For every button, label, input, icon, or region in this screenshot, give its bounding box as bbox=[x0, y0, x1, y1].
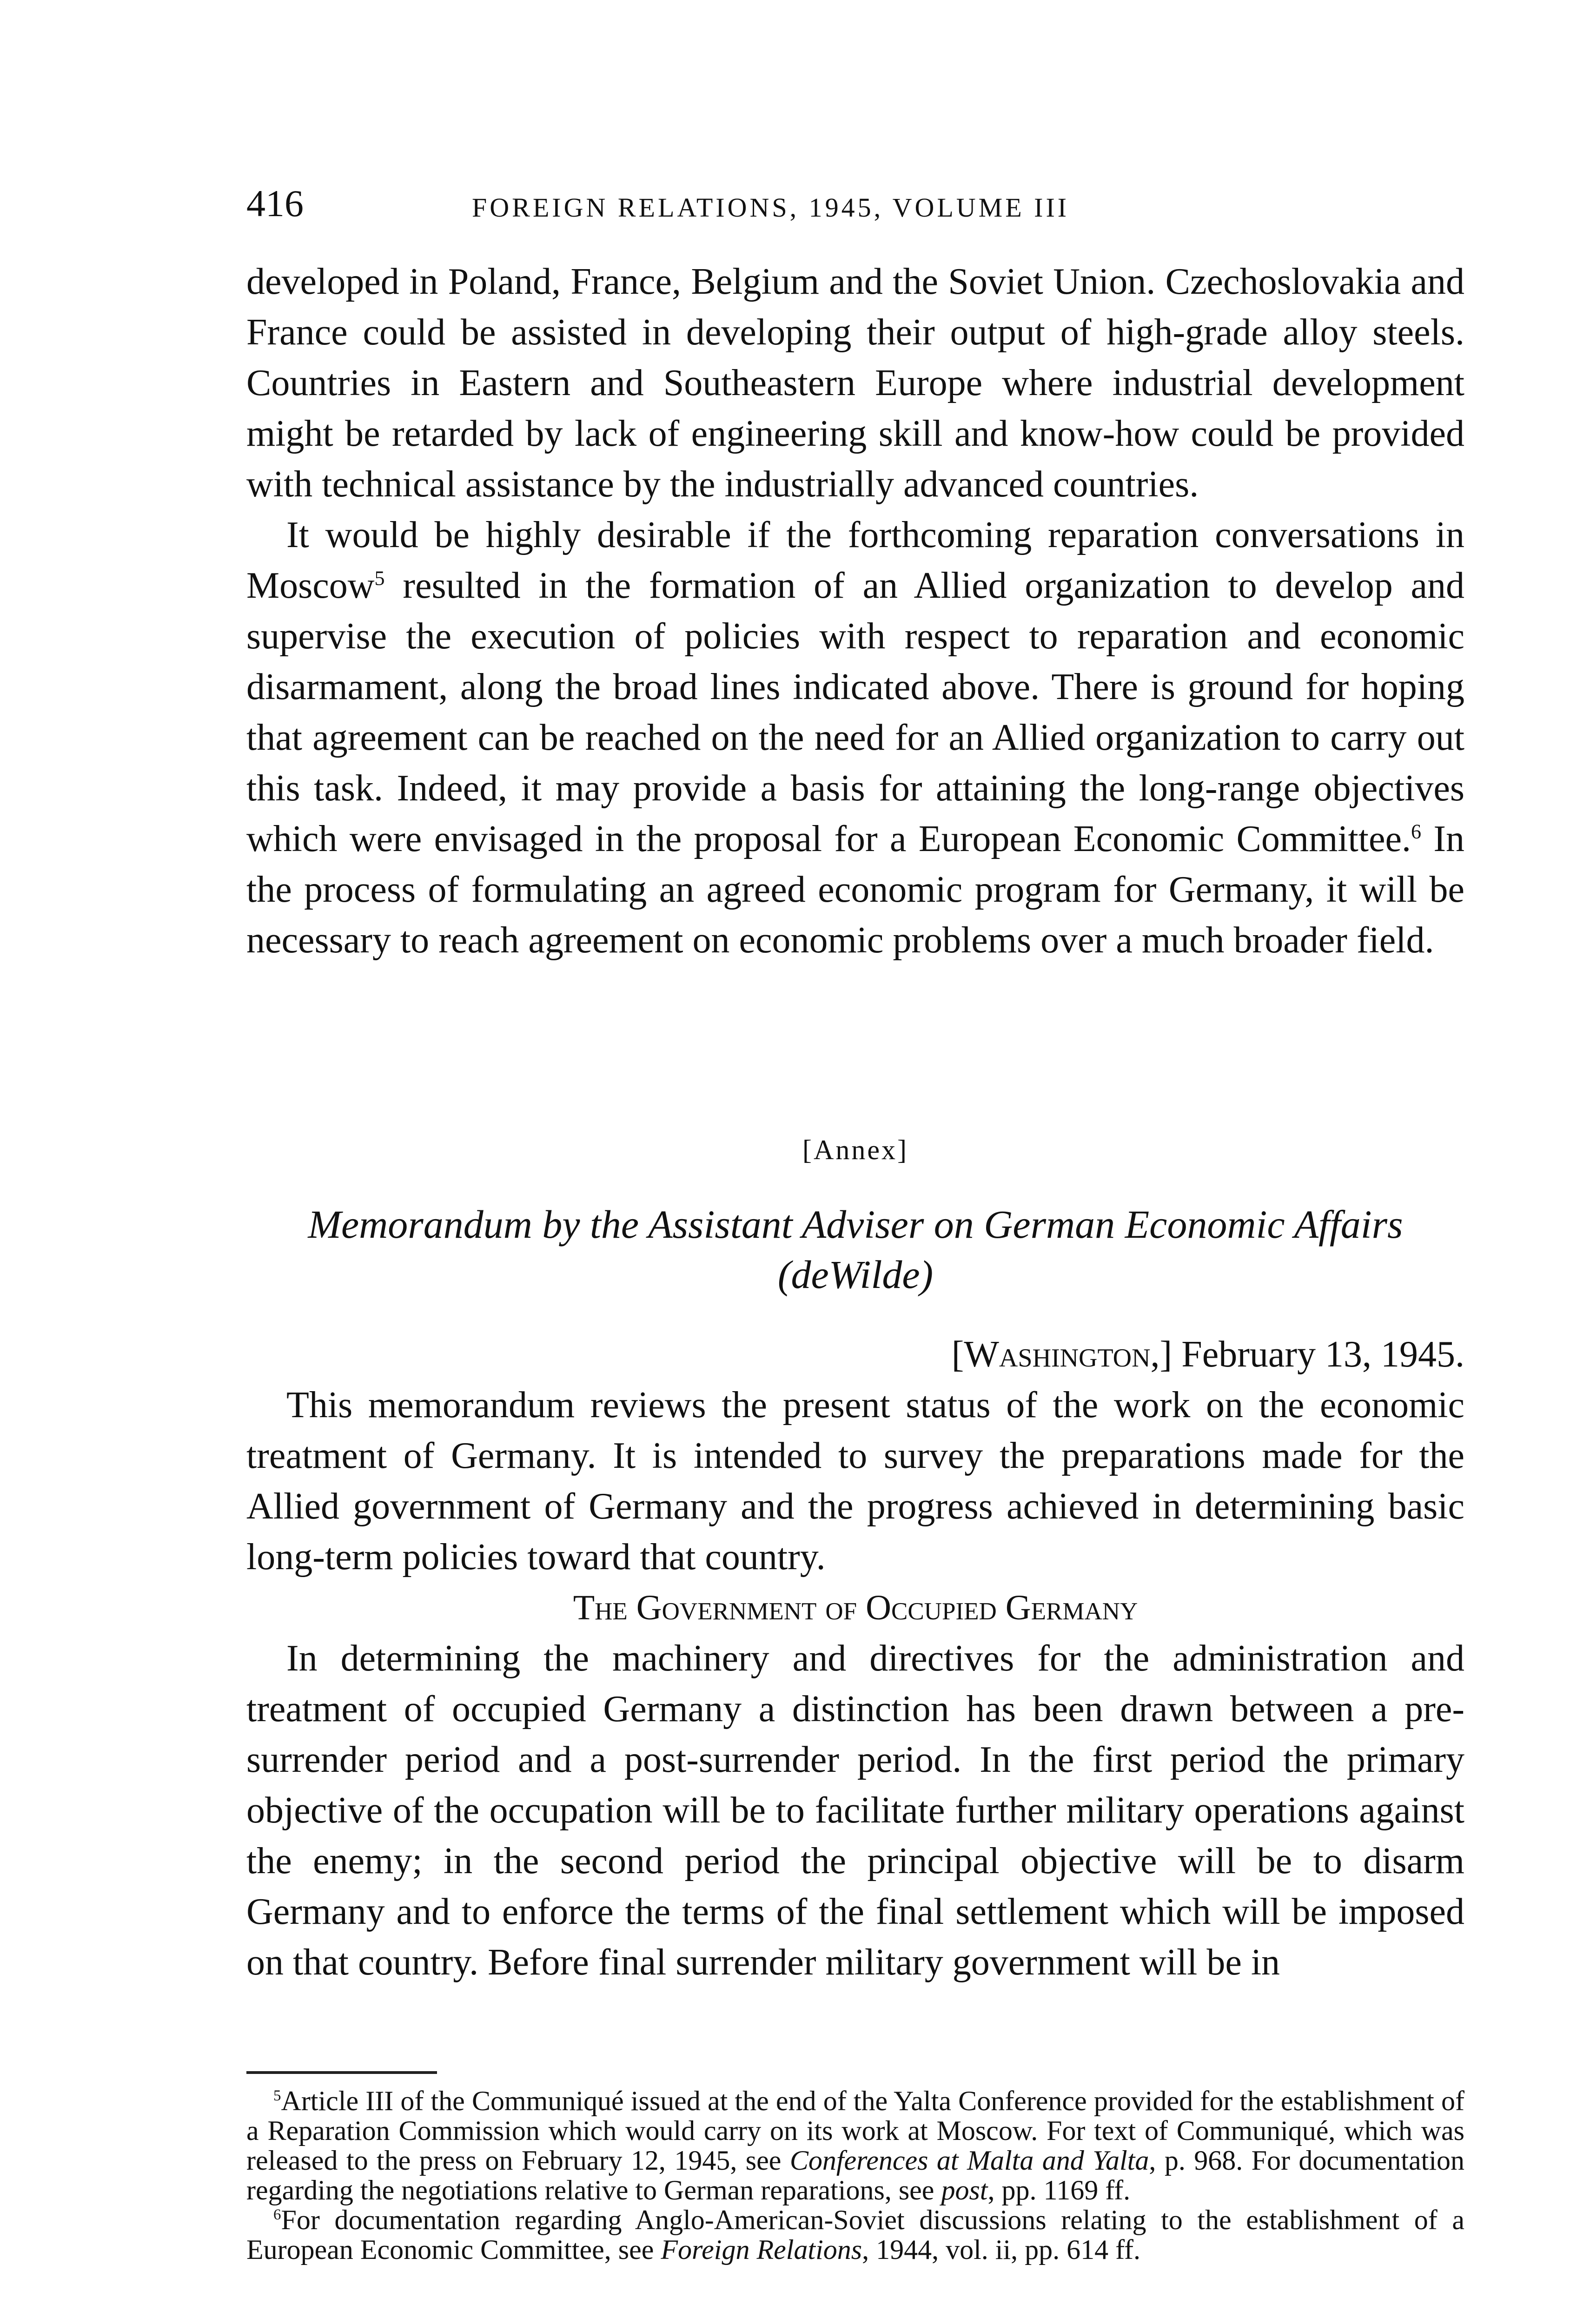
footnote-text: Article III of the Communiqué issued at the end of the Yalta Conference provided for the establishment of a Reparation Commission which would carry on its work at Moscow. For text of Communiqué, which was released to the press on February 12, 1945, see bbox=[246, 2086, 1464, 2176]
footnote-text: , p. 968. For documentation regarding the negotiations relative to German reparations, see bbox=[246, 2145, 1464, 2205]
footnote-text: , pp. 1169 ff. bbox=[987, 2175, 1131, 2205]
page-header bbox=[246, 180, 1464, 236]
dateline-date: February 13, 1945. bbox=[1172, 1334, 1464, 1375]
footnote-mark: 5 bbox=[273, 2087, 281, 2104]
paragraph-reparation bbox=[246, 510, 1464, 966]
section-paragraph: In determining the machinery and directives for the administration and treatment of occupied Germany a distinction has been drawn between a pre-surrender period and a post-surrender period. In the first period the primary objective of the occupation will be to facilitate further military operations against the enemy; in the second period the principal objective will be to disarm Germany and to enforce the terms of the final settlement which will be imposed on that country. Before final surrender military government will be in bbox=[246, 1638, 1464, 1983]
memorandum-title bbox=[246, 1199, 1464, 1300]
dateline bbox=[246, 1329, 1464, 1380]
paragraph-text: It would be highly desirable if the forthcoming reparation conversations in Moscow bbox=[246, 515, 1464, 606]
footnote-mark: 6 bbox=[273, 2206, 281, 2223]
running-title: FOREIGN RELATIONS, 1945, VOLUME III bbox=[472, 192, 1070, 223]
footnote-post: post bbox=[941, 2175, 988, 2205]
memorandum-intro: This memorandum reviews the present status of the work on the economic treatment of Germany. It is intended to survey the preparations made for the Allied government of Germany and the progress achieved in determining basic long-term policies toward that country. bbox=[246, 1385, 1464, 1578]
footnote-text: For documentation regarding Anglo-American-Soviet discussions relating to the establishment of a European Economic Committee, see bbox=[246, 2205, 1464, 2265]
footnote-ref-6: 6 bbox=[1411, 820, 1421, 843]
footnote-5 bbox=[246, 2086, 1464, 2205]
dateline-place: [Washington,] bbox=[951, 1334, 1173, 1375]
footnote-cited-title: Conferences at Malta and Yalta bbox=[789, 2145, 1149, 2176]
footnote-cited-title: Foreign Relations bbox=[661, 2234, 862, 2265]
footnote-text: , 1944, vol. ii, pp. 614 ff. bbox=[862, 2234, 1140, 2265]
paragraph-text: In the process of formulating an agreed economic program for Germany, it will be necessary to reach agreement on economic problems over a much broader field. bbox=[246, 819, 1464, 961]
paragraph-text: resulted in the formation of an Allied organization to develop and supervise the execution of policies with respect to reparation and economic disarmament, along the broad lines indicated above. There is ground for hoping that agreement can be reached on the need for an Allied organization to carry out this task. Indeed, it may provide a basis for attaining the long-range objectives which were envisaged in the proposal for a European Economic Committee. bbox=[246, 565, 1464, 859]
footnote-6 bbox=[246, 2205, 1464, 2265]
paragraph-continued: developed in Poland, France, Belgium and the Soviet Union. Czechoslovakia and France could be assisted in developing their output of high-grade alloy steels. Countries in Eastern and Southeastern Europe where industrial development might be retarded by lack of engineering skill and know-how could be provided with technical assistance by the industrially advanced countries. bbox=[246, 261, 1464, 505]
memorandum-author: (deWilde) bbox=[777, 1252, 934, 1297]
footnotes bbox=[246, 2086, 1464, 2265]
page-number: 416 bbox=[246, 182, 304, 224]
memorandum-body bbox=[246, 1329, 1464, 1988]
section-heading: The Government of Occupied Germany bbox=[573, 1588, 1138, 1627]
footnote-ref-5: 5 bbox=[374, 567, 385, 590]
main-text bbox=[246, 257, 1464, 966]
footnote-rule bbox=[246, 2071, 437, 2074]
annex-label: [Annex] bbox=[802, 1135, 908, 1165]
memorandum-title-line: Memorandum by the Assistant Adviser on German Economic Affairs bbox=[308, 1202, 1403, 1247]
